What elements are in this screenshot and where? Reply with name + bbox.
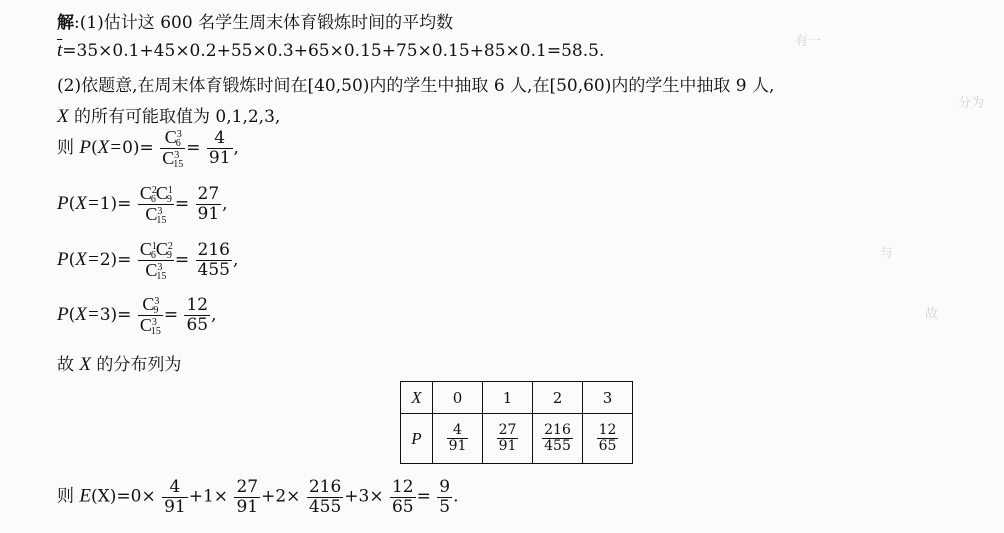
- fraction: $\frac{4}{91}$: [164, 477, 186, 517]
- row-header: P: [401, 414, 433, 464]
- k-value: 3: [99, 304, 111, 325]
- fraction: $\frac{27}{91}$: [236, 477, 259, 517]
- comma: ,: [233, 137, 239, 158]
- faint-text: 有一: [795, 34, 822, 49]
- operator: +2×: [261, 486, 301, 507]
- comma: ,: [222, 193, 228, 214]
- dist-text: 故: [57, 355, 80, 375]
- x-equals: X=: [75, 303, 100, 325]
- x-value-cell: 1: [483, 382, 533, 414]
- x-value-cell: 2: [533, 382, 583, 414]
- faint-text: 故: [925, 307, 939, 322]
- k-value: 0: [122, 137, 133, 158]
- probability-fraction: $\frac{12}{65}$: [186, 295, 209, 335]
- combination-fraction: $\frac{C^1_6C^2_9}{C^3_{15}}$: [139, 239, 173, 282]
- paren: (: [68, 249, 76, 270]
- x-symbol: X: [79, 354, 92, 375]
- probability-fraction: $\frac{4}{91}$: [208, 128, 231, 168]
- fraction: $\frac{12}{65}$: [391, 477, 414, 517]
- prob-line-3: [57, 295, 217, 336]
- equals: =: [186, 137, 201, 158]
- paren-equals: )=: [110, 249, 132, 270]
- x-equals: X=: [97, 136, 123, 158]
- combination-fraction: $\frac{C^3_6}{C^3_{15}}$: [162, 127, 184, 170]
- result-fraction: $\frac{9}{5}$: [439, 477, 451, 517]
- p-symbol: P: [79, 136, 92, 158]
- expectation-text: (X)=0×: [91, 486, 156, 507]
- solution-label: 解: [57, 13, 74, 33]
- mean-line: [57, 40, 604, 62]
- table-row: [401, 414, 633, 464]
- distribution-intro: [57, 350, 181, 376]
- combination-fraction: $\frac{C^2_6C^1_9}{C^3_{15}}$: [139, 183, 173, 226]
- paren: (: [68, 193, 76, 214]
- equals: =: [416, 486, 431, 507]
- period: .: [453, 486, 459, 507]
- dist-text: 的分布列为: [91, 355, 182, 375]
- x-value-cell: 0: [433, 382, 483, 414]
- paren-equals: )=: [110, 304, 132, 325]
- values-line: [57, 102, 280, 128]
- prob-line-2: [57, 240, 238, 281]
- prob-line-1: [57, 184, 228, 225]
- probability-fraction: $\frac{216}{455}$: [197, 240, 230, 280]
- equals: =: [174, 193, 190, 214]
- tbar-symbol: $\overline{t}$: [57, 40, 63, 61]
- p-symbol: P: [57, 192, 69, 214]
- paren: (: [91, 137, 98, 158]
- combination-fraction: $\frac{C^3_9}{C^3_{15}}$: [139, 294, 161, 337]
- p-symbol: P: [57, 303, 69, 325]
- comma: ,: [211, 304, 217, 325]
- p-value-cell: $\frac{216}{455}$: [533, 414, 583, 464]
- mean-expression: =35×0.1+45×0.2+55×0.3+65×0.15+75×0.15+85×0.1=58.5.: [62, 41, 605, 61]
- q2-line: [57, 71, 774, 96]
- operator: +3×: [344, 486, 384, 507]
- paren: (: [68, 304, 76, 325]
- q1-line: [57, 8, 453, 33]
- faint-text: 分为: [958, 96, 985, 111]
- x-equals: X=: [75, 192, 100, 214]
- values-text: 的所有可能取值为 0,1,2,3,: [68, 107, 281, 127]
- then-word: 则: [57, 486, 80, 507]
- x-equals: X=: [75, 248, 100, 270]
- fraction: $\frac{216}{455}$: [308, 477, 342, 517]
- q2-text: (2)依题意,在周末体育锻炼时间在[40,50)内的学生中抽取 6 人,在[50,60)内的学生中抽取 9 人,: [57, 76, 775, 96]
- operator: +1×: [188, 486, 229, 507]
- x-symbol: X: [57, 106, 69, 127]
- paren-equals: )=: [132, 137, 154, 158]
- expectation-line: [57, 478, 459, 516]
- equals: =: [174, 249, 190, 270]
- prob-line-0: [57, 128, 239, 169]
- k-value: 2: [99, 249, 111, 270]
- faint-text: 与: [880, 246, 894, 261]
- probability-fraction: $\frac{27}{91}$: [197, 184, 220, 224]
- then-word: 则: [57, 137, 74, 158]
- equals: =: [163, 304, 179, 325]
- q1-text: :(1)估计这 600 名学生周末体育锻炼时间的平均数: [74, 13, 454, 33]
- k-value: 1: [99, 193, 111, 214]
- p-value-cell: $\frac{4}{91}$: [433, 414, 483, 464]
- p-symbol: P: [57, 248, 69, 270]
- table-row: [401, 382, 633, 414]
- row-header: X: [401, 382, 433, 414]
- x-value-cell: 3: [583, 382, 633, 414]
- paren-equals: )=: [110, 193, 132, 214]
- p-value-cell: $\frac{12}{65}$: [583, 414, 633, 464]
- comma: ,: [232, 249, 239, 270]
- e-symbol: E: [79, 485, 92, 507]
- p-value-cell: $\frac{27}{91}$: [483, 414, 533, 464]
- distribution-table: [400, 381, 633, 464]
